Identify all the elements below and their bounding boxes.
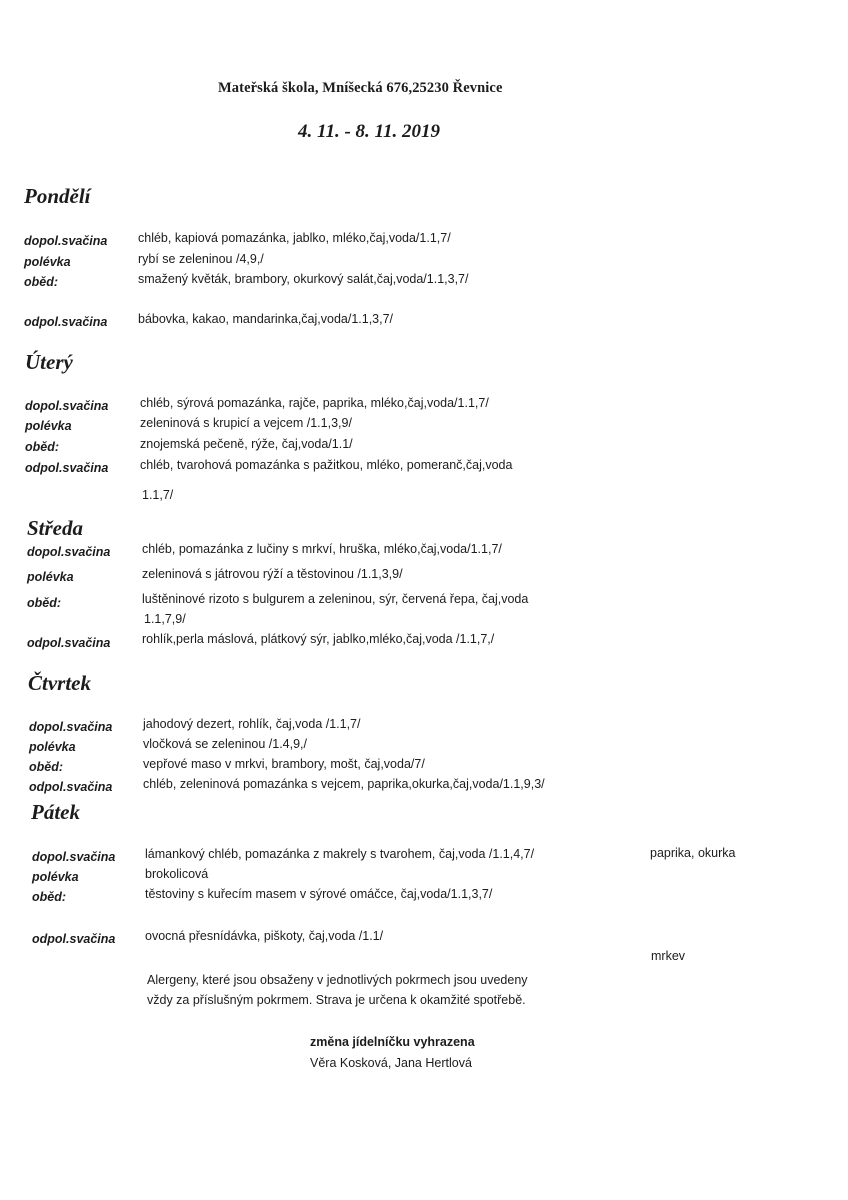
staff-names: Věra Kosková, Jana Hertlová [310, 1056, 472, 1070]
meal-text: brokolicová [145, 867, 209, 881]
allergen-note-line: vždy za příslušným pokrmem. Strava je určena k okamžité spotřebě. [147, 993, 526, 1007]
meal-text: těstoviny s kuřecím masem v sýrové omáčce, čaj,voda/1.1,3,7/ [145, 887, 493, 901]
meal-text: rybí se zeleninou /4,9,/ [138, 252, 264, 266]
meal-text-continued: 1.1,7/ [142, 488, 174, 502]
meal-text: znojemská pečeně, rýže, čaj,voda/1.1/ [140, 437, 353, 451]
menu-change-notice: změna jídelníčku vyhrazena [310, 1035, 475, 1049]
school-name: Mateřská škola, Mníšecká 676,25230 Řevnice [218, 80, 503, 96]
meal-label: oběd: [27, 596, 62, 610]
meal-label: dopol.svačina [25, 399, 109, 413]
meal-text: zeleninová s játrovou rýží a těstovinou /1.1,3,9/ [142, 567, 403, 581]
meal-text: chléb, kapiová pomazánka, jablko, mléko,čaj,voda/1.1,7/ [138, 231, 451, 245]
meal-text: smažený květák, brambory, okurkový salát,čaj,voda/1.1,3,7/ [138, 272, 469, 286]
week-dates: 4. 11. - 8. 11. 2019 [298, 121, 440, 142]
meal-label: dopol.svačina [27, 545, 111, 559]
meal-label: odpol.svačina [32, 932, 116, 946]
meal-label: dopol.svačina [24, 234, 108, 248]
meal-label: oběd: [29, 760, 64, 774]
meal-text: jahodový dezert, rohlík, čaj,voda /1.1,7/ [143, 717, 361, 731]
day-title-friday: Pátek [31, 800, 80, 824]
meal-label: oběd: [25, 440, 60, 454]
meal-text: chléb, tvarohová pomazánka s pažitkou, mléko, pomeranč,čaj,voda [140, 458, 513, 472]
meal-text: chléb, zeleninová pomazánka s vejcem, paprika,okurka,čaj,voda/1.1,9,3/ [143, 777, 545, 791]
day-title-tuesday: Úterý [25, 350, 73, 374]
meal-text: lámankový chléb, pomazánka z makrely s tvarohem, čaj,voda /1.1,4,7/ [145, 847, 535, 861]
meal-label: polévka [24, 255, 71, 269]
meal-text: vločková se zeleninou /1.4,9,/ [143, 737, 307, 751]
day-title-wednesday: Středa [27, 516, 84, 540]
meal-label: dopol.svačina [29, 720, 113, 734]
meal-label: odpol.svačina [27, 636, 111, 650]
side-note-2: mrkev [651, 949, 686, 963]
meal-text: chléb, sýrová pomazánka, rajče, paprika, mléko,čaj,voda/1.1,7/ [140, 396, 489, 410]
meal-label: oběd: [32, 890, 67, 904]
allergen-note [147, 970, 528, 1010]
meal-text: bábovka, kakao, mandarinka,čaj,voda/1.1,3,7/ [138, 312, 394, 326]
day-title-thursday: Čtvrtek [28, 671, 91, 695]
meal-label: dopol.svačina [32, 850, 116, 864]
allergen-note-line: Alergeny, které jsou obsaženy v jednotlivých pokrmech jsou uvedeny [147, 973, 528, 987]
meal-label: odpol.svačina [24, 315, 108, 329]
day-title-monday: Pondělí [24, 184, 91, 208]
meal-label: polévka [27, 570, 74, 584]
meal-text: zeleninová s krupicí a vejcem /1.1,3,9/ [140, 416, 352, 430]
meal-text-continued: 1.1,7,9/ [144, 612, 186, 626]
meal-label: polévka [29, 740, 76, 754]
side-note-1: paprika, okurka [650, 846, 736, 860]
meal-label: polévka [32, 870, 79, 884]
meal-text: vepřové maso v mrkvi, brambory, mošt, čaj,voda/7/ [143, 757, 425, 771]
meal-label: oběd: [24, 275, 59, 289]
meal-text: rohlík,perla máslová, plátkový sýr, jablko,mléko,čaj,voda /1.1,7,/ [142, 632, 495, 646]
meal-text: ovocná přesnídávka, piškoty, čaj,voda /1.1/ [145, 929, 384, 943]
meal-text: chléb, pomazánka z lučiny s mrkví, hruška, mléko,čaj,voda/1.1,7/ [142, 542, 502, 556]
meal-label: odpol.svačina [25, 461, 109, 475]
meal-label: odpol.svačina [29, 780, 113, 794]
meal-text: luštěninové rizoto s bulgurem a zeleninou, sýr, červená řepa, čaj,voda [142, 592, 529, 606]
meal-label: polévka [25, 419, 72, 433]
